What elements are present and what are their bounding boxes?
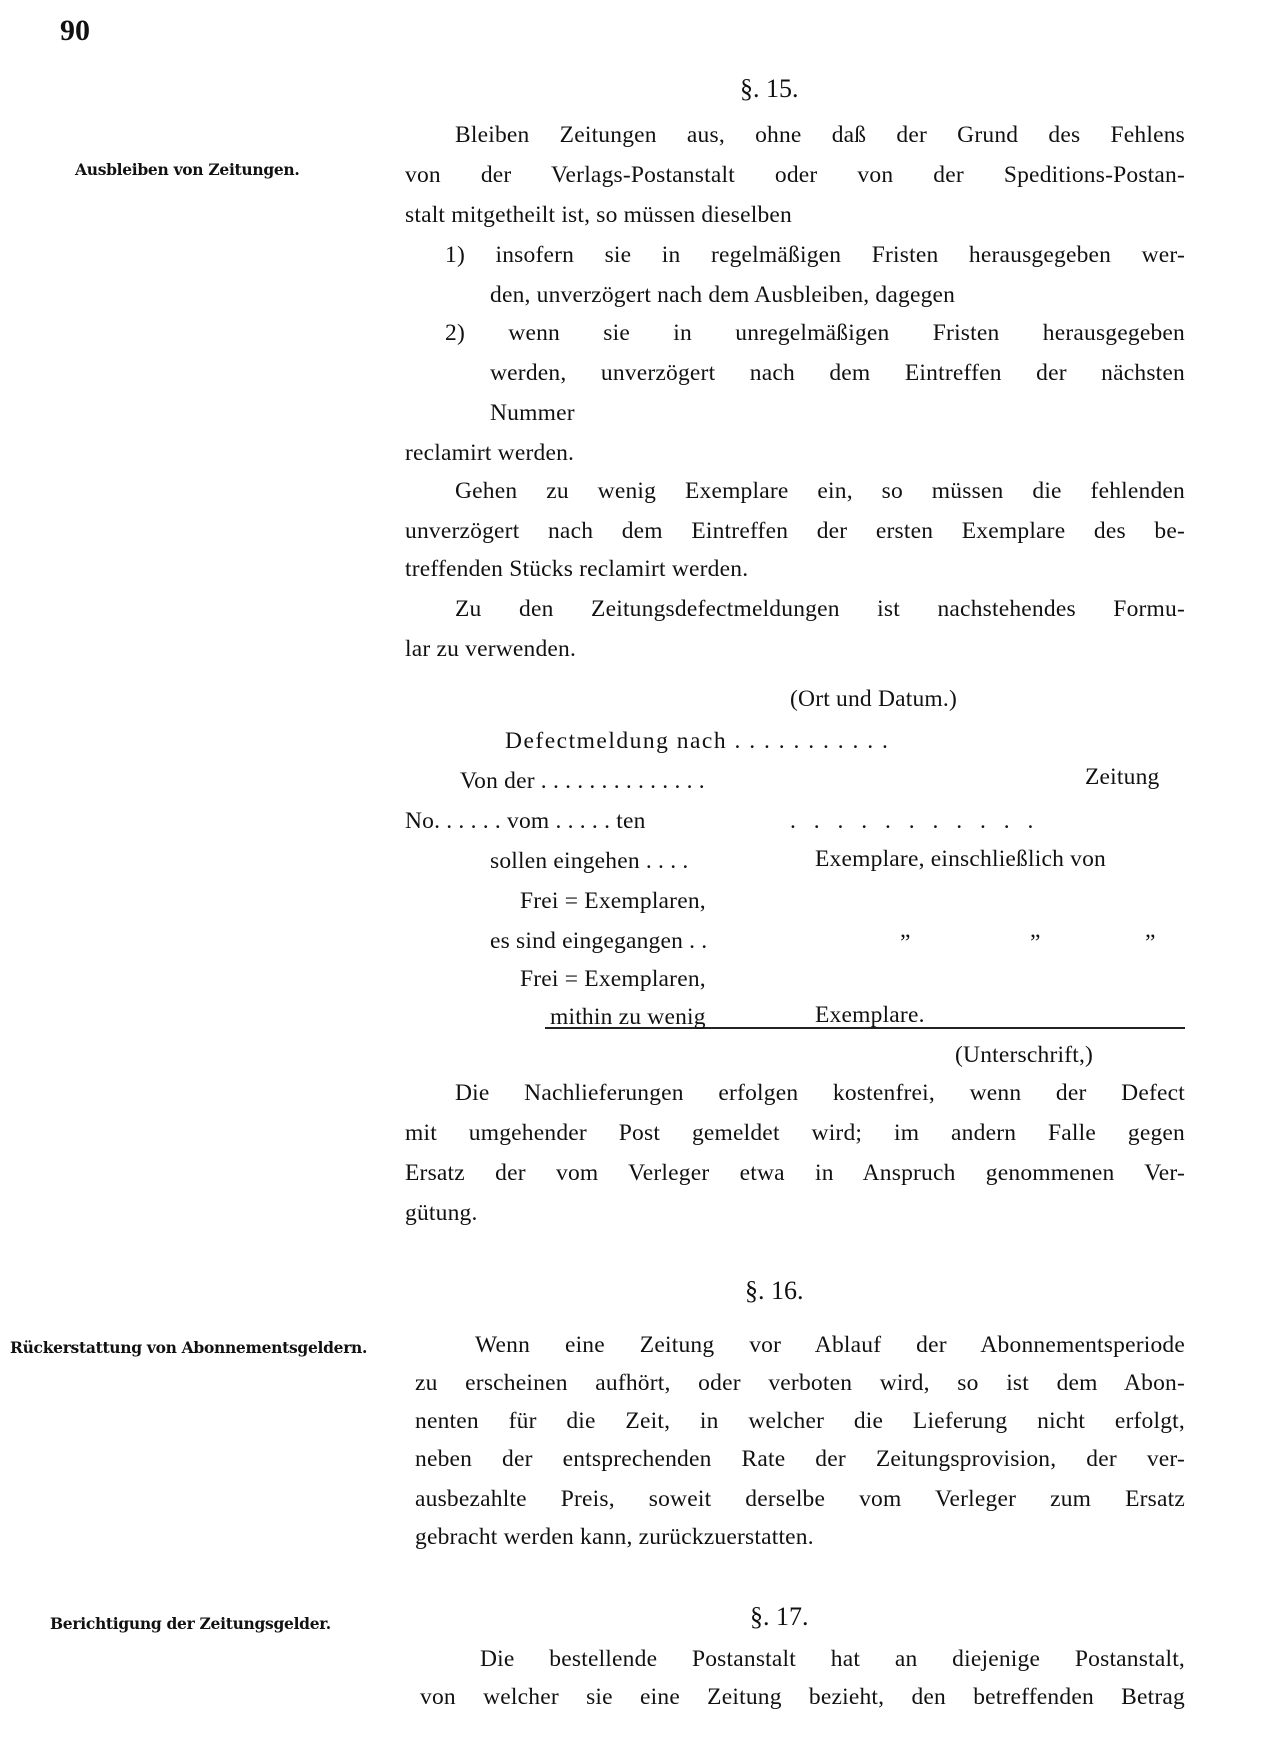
text-line: Zu den Zeitungsdefectmeldungen ist nachstehendes Formu- bbox=[455, 596, 1185, 622]
form-row-es: es sind eingegangen . . bbox=[490, 928, 708, 954]
text-line: Wenn eine Zeitung vor Ablauf der Abonnementsperiode bbox=[475, 1332, 1185, 1358]
form-place-date: (Ort und Datum.) bbox=[790, 686, 958, 712]
margin-note-16: Rückerstattung von Abonnementsgeldern. bbox=[10, 1338, 368, 1357]
form-row-no-dots: . . . . . . . . . . . bbox=[790, 808, 1040, 834]
ditto-mark: ” bbox=[900, 930, 911, 956]
text-line: den, unverzögert nach dem Ausbleiben, dagegen bbox=[490, 282, 956, 308]
text-line: Ersatz der vom Verleger etwa in Anspruch genommenen Ver- bbox=[405, 1160, 1185, 1186]
section-heading-17: §. 17. bbox=[750, 1602, 809, 1631]
form-title: Defectmeldung nach . . . . . . . . . . . bbox=[505, 728, 890, 754]
text-line: gütung. bbox=[405, 1200, 478, 1226]
text-line: Gehen zu wenig Exemplare ein, so müssen die fehlenden bbox=[455, 478, 1185, 504]
text-line: neben der entsprechenden Rate der Zeitungsprovision, der ver- bbox=[415, 1446, 1185, 1472]
ditto-mark: ” bbox=[1030, 930, 1041, 956]
form-row-von: Von der . . . . . . . . . . . . . . bbox=[460, 768, 705, 794]
margin-note-15: Ausbleiben von Zeitungen. bbox=[75, 160, 300, 179]
text-line: nenten für die Zeit, in welcher die Lieferung nicht erfolgt, bbox=[415, 1408, 1185, 1434]
text-line: werden, unverzögert nach dem Eintreffen der nächsten bbox=[490, 360, 1185, 386]
text-line: Bleiben Zeitungen aus, ohne daß der Grund des Fehlens bbox=[455, 122, 1185, 148]
form-row-von-end: Zeitung bbox=[1085, 764, 1160, 790]
text-line: lar zu verwenden. bbox=[405, 636, 577, 662]
section-heading-16: §. 16. bbox=[745, 1276, 804, 1305]
text-line: reclamirt werden. bbox=[405, 440, 575, 466]
form-row-mithin: mithin zu wenig bbox=[550, 1004, 706, 1030]
margin-note-17: Berichtigung der Zeitungsgelder. bbox=[50, 1614, 331, 1633]
text-line: Die Nachlieferungen erfolgen kostenfrei, wenn der Defect bbox=[455, 1080, 1185, 1106]
list-item-1: 1) insofern sie in regelmäßigen Fristen herausgegeben wer- bbox=[445, 242, 1185, 268]
text-line: Die bestellende Postanstalt hat an diejenige Postanstalt, bbox=[480, 1646, 1185, 1672]
text-line: von der Verlags-Postanstalt oder von der Speditions-Postan- bbox=[405, 162, 1185, 188]
form-row-sollen-right: Exemplare, einschließlich von bbox=[815, 846, 1106, 872]
form-row-mithin-right: Exemplare. bbox=[815, 1002, 925, 1028]
form-row-sollen: sollen eingehen . . . . bbox=[490, 848, 689, 874]
form-signature: (Unterschrift,) bbox=[955, 1042, 1094, 1068]
form-row-frei-2: Frei = Exemplaren, bbox=[520, 966, 706, 992]
list-item-2: 2) wenn sie in unregelmäßigen Fristen herausgegeben bbox=[445, 320, 1185, 346]
text-line: stalt mitgetheilt ist, so müssen dieselben bbox=[405, 202, 792, 228]
text-line: ausbezahlte Preis, soweit derselbe vom Verleger zum Ersatz bbox=[415, 1486, 1185, 1512]
text-line: gebracht werden kann, zurückzuerstatten. bbox=[415, 1524, 814, 1550]
text-line: unverzögert nach dem Eintreffen der ersten Exemplare des be- bbox=[405, 518, 1185, 544]
section-heading-15: §. 15. bbox=[740, 74, 799, 103]
text-line: zu erscheinen aufhört, oder verboten wird, so ist dem Abon- bbox=[415, 1370, 1185, 1396]
form-row-no: No. . . . . . vom . . . . . ten bbox=[405, 808, 646, 834]
text-line: von welcher sie eine Zeitung bezieht, den betreffenden Betrag bbox=[420, 1684, 1185, 1710]
page-number: 90 bbox=[60, 14, 90, 47]
text-line: treffenden Stücks reclamirt werden. bbox=[405, 556, 749, 582]
text-line: Nummer bbox=[490, 400, 575, 426]
ditto-mark: ” bbox=[1145, 930, 1156, 956]
form-row-frei-1: Frei = Exemplaren, bbox=[520, 888, 706, 914]
text-line: mit umgehender Post gemeldet wird; im andern Falle gegen bbox=[405, 1120, 1185, 1146]
